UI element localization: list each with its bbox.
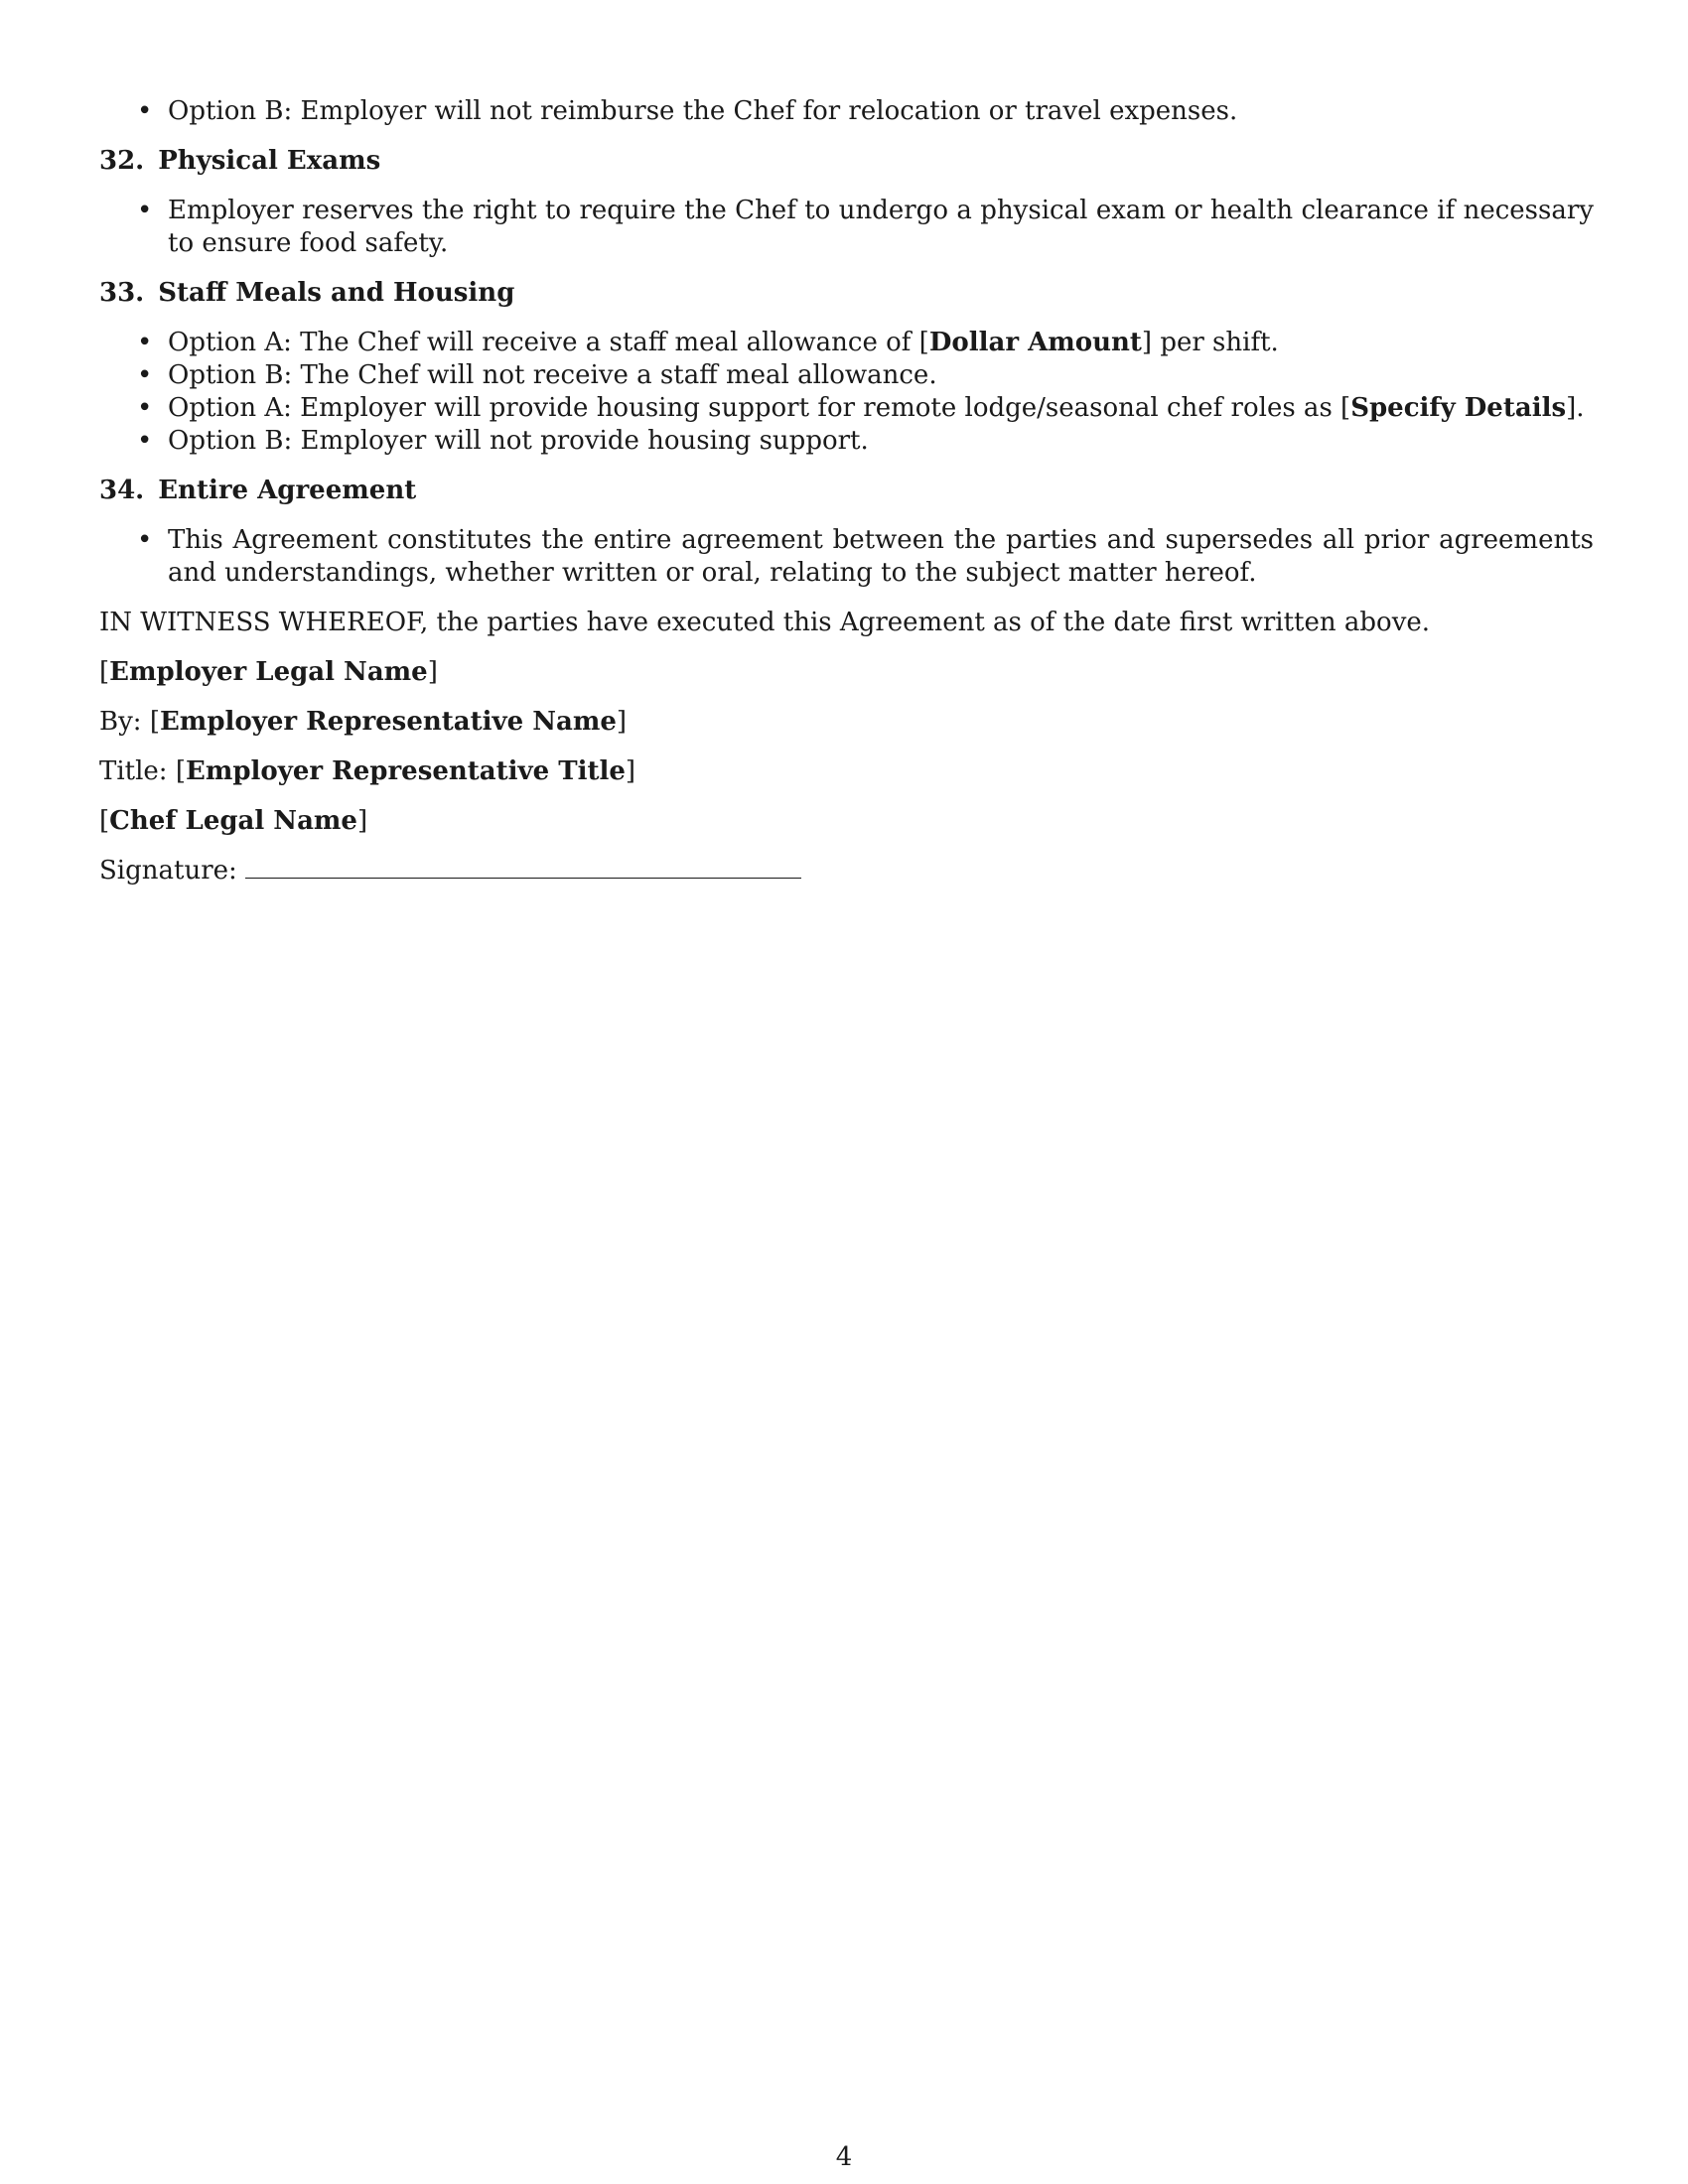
bullet-icon: • bbox=[137, 393, 153, 423]
bullet-icon: • bbox=[137, 196, 153, 225]
specify-details-placeholder: Specify Details bbox=[1350, 393, 1567, 423]
signature-line bbox=[99, 855, 1594, 887]
section-number: 32. bbox=[99, 146, 145, 176]
chef-legal-name-placeholder: Chef Legal Name bbox=[109, 806, 357, 836]
section-heading-32 bbox=[99, 145, 1594, 178]
employer-rep-title-placeholder: Employer Representative Title bbox=[186, 756, 626, 786]
section-heading-33 bbox=[99, 277, 1594, 310]
employer-legal-name-line: [Employer Legal Name] bbox=[99, 657, 438, 687]
meal-option-a-suffix: ] per shift. bbox=[1141, 328, 1279, 357]
section-34-list bbox=[99, 524, 1594, 590]
physical-exam-text: Employer reserves the right to require the Chef to undergo a physical exam or health clearance if necessary to ensure food safety. bbox=[168, 196, 1594, 258]
bullet-icon: • bbox=[137, 426, 153, 456]
chef-legal-name-line: [Chef Legal Name] bbox=[99, 806, 368, 836]
section-heading-34 bbox=[99, 475, 1594, 507]
relocation-option-b: Option B: Employer will not reimburse the Chef for relocation or travel expenses. bbox=[168, 96, 1238, 126]
list-item bbox=[99, 392, 1594, 425]
list-item bbox=[99, 327, 1594, 359]
signature-label: Signature: bbox=[99, 856, 237, 886]
employer-by-line: By: [Employer Representative Name] bbox=[99, 707, 628, 737]
witness-statement: IN WITNESS WHEREOF, the parties have executed this Agreement as of the date first written above. bbox=[99, 608, 1431, 637]
housing-option-b: Option B: Employer will not provide housing support. bbox=[168, 426, 869, 456]
bullet-icon: • bbox=[137, 328, 153, 357]
page-number: 4 bbox=[835, 2142, 853, 2172]
list-item bbox=[99, 359, 1594, 392]
signature-blank bbox=[245, 856, 801, 879]
section-number: 34. bbox=[99, 476, 145, 505]
list-item bbox=[99, 425, 1594, 458]
section-number: 33. bbox=[99, 278, 145, 308]
section-title: Physical Exams bbox=[158, 146, 381, 176]
section-32-list bbox=[99, 195, 1594, 260]
list-item bbox=[99, 524, 1594, 590]
employer-title-line: Title: [Employer Representative Title] bbox=[99, 756, 636, 786]
meal-option-b: Option B: The Chef will not receive a staff meal allowance. bbox=[168, 360, 937, 390]
by-label: By: bbox=[99, 707, 142, 737]
list-item bbox=[99, 195, 1594, 260]
section-title: Staff Meals and Housing bbox=[158, 278, 515, 308]
list-item bbox=[99, 95, 1594, 128]
bullet-icon: • bbox=[137, 96, 153, 126]
title-label: Title: bbox=[99, 756, 168, 786]
entire-agreement-text: This Agreement constitutes the entire agreement between the parties and supersedes all prior agreements and understandings, whether written or oral, relating to the subject matter hereof. bbox=[168, 525, 1594, 588]
dollar-amount-placeholder: Dollar Amount bbox=[928, 328, 1142, 357]
employer-rep-name-placeholder: Employer Representative Name bbox=[159, 707, 617, 737]
housing-option-a-suffix: ]. bbox=[1566, 393, 1585, 423]
bullet-icon: • bbox=[137, 360, 153, 390]
section-31-list bbox=[99, 95, 1594, 128]
housing-option-a-prefix: Option A: Employer will provide housing support for remote lodge/seasonal chef roles as [ bbox=[168, 393, 1351, 423]
document-page bbox=[99, 95, 1594, 887]
employer-legal-name-placeholder: Employer Legal Name bbox=[109, 657, 428, 687]
bullet-icon: • bbox=[137, 525, 153, 555]
meal-option-a-prefix: Option A: The Chef will receive a staff meal allowance of [ bbox=[168, 328, 929, 357]
section-33-list bbox=[99, 327, 1594, 458]
section-title: Entire Agreement bbox=[158, 476, 417, 505]
